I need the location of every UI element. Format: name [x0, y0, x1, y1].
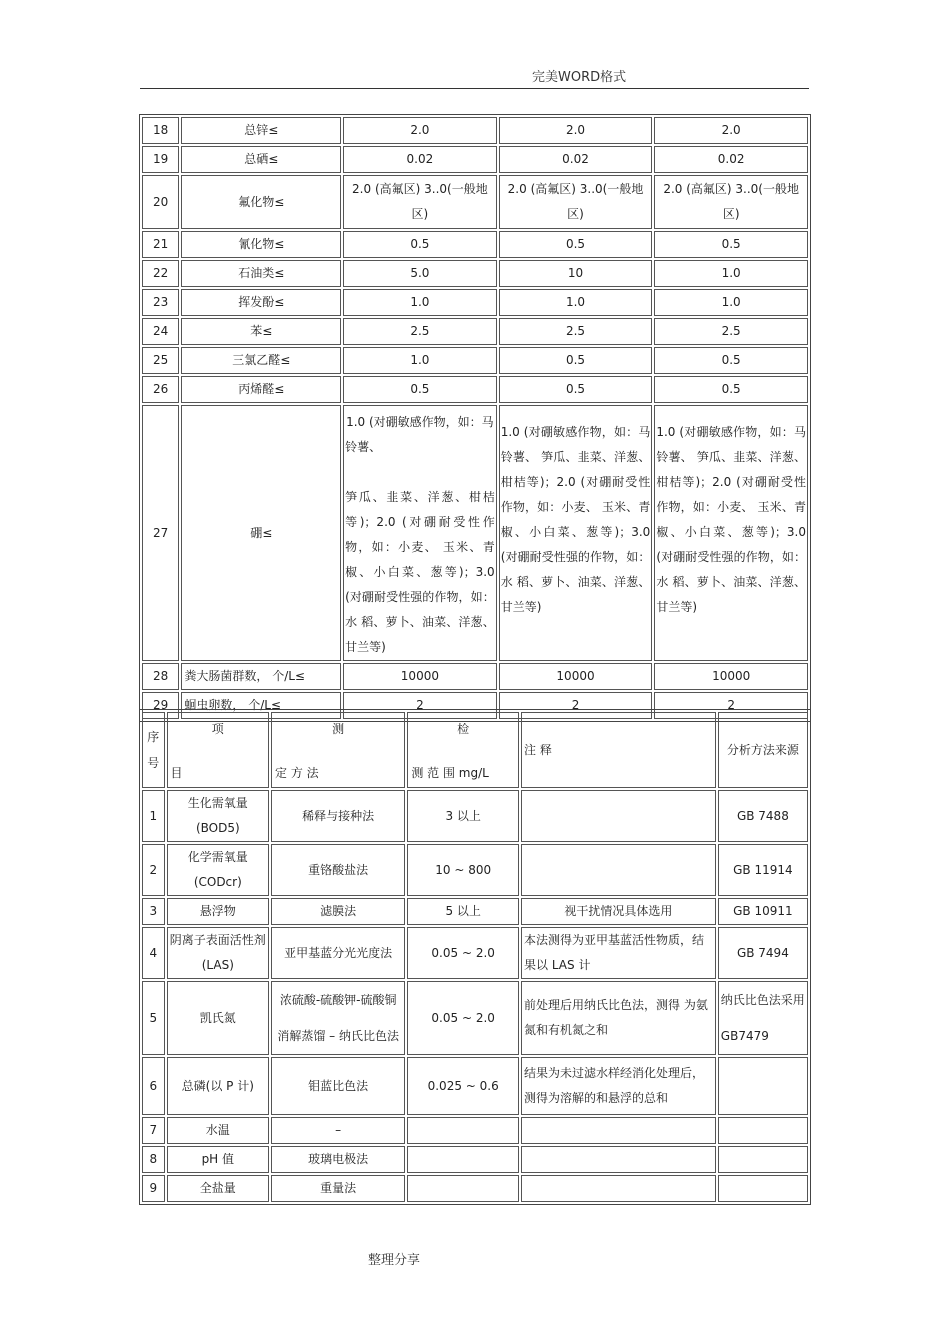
- row-value-2: 1.0: [499, 289, 653, 316]
- header-method-bottom: 定 方 法: [275, 766, 319, 780]
- header-seq-2: 号: [147, 756, 160, 770]
- table-row: [142, 405, 808, 661]
- row-note: [521, 1146, 716, 1173]
- header-range-top: 检: [457, 722, 470, 736]
- row-value-1: 0.5: [343, 231, 497, 258]
- row-item: 蛔虫卵数， 个/L≤: [181, 692, 341, 719]
- row-item: 氰化物≤: [181, 231, 341, 258]
- header-seq: [142, 712, 165, 788]
- row-value-2: 10: [499, 260, 653, 287]
- row-value-2: 0.5: [499, 231, 653, 258]
- row-value-3: 0.5: [654, 347, 808, 374]
- row-number: 8: [142, 1146, 165, 1173]
- row-note: 结果为未过滤水样经消化处理后，测得为溶解的和悬浮的总和: [521, 1057, 716, 1115]
- row-method: 滤膜法: [271, 898, 405, 925]
- row-value-3: 2.0: [654, 117, 808, 144]
- row-value-3: 0.5: [654, 231, 808, 258]
- header-seq-1: 序: [147, 730, 160, 744]
- table-row: [142, 1117, 808, 1144]
- table-row: [142, 289, 808, 316]
- row-value-1: 1.0: [343, 347, 497, 374]
- row-note: 前处理后用纳氏比色法，测得 为氨氮和有机氮之和: [521, 981, 716, 1055]
- row-source: GB 7488: [718, 790, 808, 842]
- row-value-1: 2.0: [343, 117, 497, 144]
- row-number: 27: [142, 405, 179, 661]
- analysis-method-table: [139, 709, 811, 1205]
- page-header: [140, 70, 809, 89]
- row-item: 凯氏氮: [167, 981, 270, 1055]
- row-item: 粪大肠菌群数， 个/L≤: [181, 663, 341, 690]
- row-range: 3 以上: [407, 790, 519, 842]
- row-number: 2: [142, 844, 165, 896]
- row-number: 6: [142, 1057, 165, 1115]
- row-value-3: 1.0: [654, 289, 808, 316]
- row-number: 29: [142, 692, 179, 719]
- table-row: [142, 175, 808, 229]
- table-row: [142, 927, 808, 979]
- table-row: [142, 231, 808, 258]
- header-method: [271, 712, 405, 788]
- table-row: [142, 376, 808, 403]
- row-value-3: 1.0: [654, 260, 808, 287]
- row-source: GB 10911: [718, 898, 808, 925]
- table-row: [142, 347, 808, 374]
- row-item: 丙烯醛≤: [181, 376, 341, 403]
- row-range: [407, 1175, 519, 1202]
- row-range: [407, 1146, 519, 1173]
- row-method: 重铬酸盐法: [271, 844, 405, 896]
- row-value-2: 0.02: [499, 146, 653, 173]
- row-source: [718, 1146, 808, 1173]
- row-item: 悬浮物: [167, 898, 270, 925]
- row-value-1: 1.0: [343, 289, 497, 316]
- row-value-1: 0.02: [343, 146, 497, 173]
- row-number: 4: [142, 927, 165, 979]
- row-value-3: 2: [654, 692, 808, 719]
- row-item: 化学需氧量(CODcr): [167, 844, 270, 896]
- row-item: 总硒≤: [181, 146, 341, 173]
- row-number: 18: [142, 117, 179, 144]
- row-source: [718, 1057, 808, 1115]
- row-source: [718, 1117, 808, 1144]
- table-row: [142, 898, 808, 925]
- table-row: [142, 318, 808, 345]
- row-method: 玻璃电极法: [271, 1146, 405, 1173]
- row-item: 苯≤: [181, 318, 341, 345]
- row-method: 浓硫酸-硫酸钾-硫酸铜消解蒸馏 – 纳氏比色法: [271, 981, 405, 1055]
- row-source: GB 7494: [718, 927, 808, 979]
- row-item: 石油类≤: [181, 260, 341, 287]
- row-number: 26: [142, 376, 179, 403]
- header-source: 分析方法来源: [718, 712, 808, 788]
- row-value-1: 2.0 (高氟区) 3..0(一般地区): [343, 175, 497, 229]
- row-number: 28: [142, 663, 179, 690]
- header-item-bottom: 目: [170, 766, 183, 780]
- table-header-row: [142, 712, 808, 788]
- row-range: [407, 1117, 519, 1144]
- row-value-2: 10000: [499, 663, 653, 690]
- row-value-3: 10000: [654, 663, 808, 690]
- table-row: [142, 663, 808, 690]
- row-item: 总磷(以 P 计): [167, 1057, 270, 1115]
- row-item: 水温: [167, 1117, 270, 1144]
- row-number: 20: [142, 175, 179, 229]
- row-method: –: [271, 1117, 405, 1144]
- row-source: GB 11914: [718, 844, 808, 896]
- header-item-top: 项: [211, 722, 224, 736]
- row-number: 24: [142, 318, 179, 345]
- row-value-2: 2.5: [499, 318, 653, 345]
- row-source: [718, 1175, 808, 1202]
- row-number: 23: [142, 289, 179, 316]
- row-number: 1: [142, 790, 165, 842]
- page-footer: 整理分享: [368, 1253, 421, 1268]
- header-range-bottom: 测 范 围 mg/L: [411, 766, 489, 780]
- row-item: 生化需氧量(BOD5): [167, 790, 270, 842]
- row-range: 0.05 ~ 2.0: [407, 981, 519, 1055]
- row-number: 5: [142, 981, 165, 1055]
- row-method: 稀释与接种法: [271, 790, 405, 842]
- row-value-2: 1.0 (对硼敏感作物，如：马铃薯、 笋瓜、韭菜、洋葱、柑桔等)；2.0 (对硼耐受性作物，如：小麦、 玉米、青椒、小白菜、葱等)；3.0 (对硼耐受性强的作物，如：水 稻、萝卜、油菜、洋葱、甘兰等): [499, 405, 653, 661]
- row-value-3: 0.02: [654, 146, 808, 173]
- row-number: 3: [142, 898, 165, 925]
- row-item: 总锌≤: [181, 117, 341, 144]
- row-value-1: 2: [343, 692, 497, 719]
- row-item: pH 值: [167, 1146, 270, 1173]
- row-range: 10 ~ 800: [407, 844, 519, 896]
- row-number: 9: [142, 1175, 165, 1202]
- row-value-1: 10000: [343, 663, 497, 690]
- row-value-1: 2.5: [343, 318, 497, 345]
- boron-value-1-line2: 笋瓜、韭菜、洋葱、柑桔等)；2.0 (对硼耐受性作物，如：小麦、 玉米、青椒、小白菜、葱等)；3.0 (对硼耐受性强的作物，如：水 稻、萝卜、油菜、洋葱、甘兰等): [345, 490, 495, 654]
- row-value-1: 0.5: [343, 376, 497, 403]
- row-value-1: [343, 405, 497, 661]
- table-row: [142, 981, 808, 1055]
- row-number: 19: [142, 146, 179, 173]
- row-item: 三氯乙醛≤: [181, 347, 341, 374]
- header-method-top: 测: [332, 722, 345, 736]
- row-note: 本法测得为亚甲基蓝活性物质，结果以 LAS 计: [521, 927, 716, 979]
- row-item: 挥发酚≤: [181, 289, 341, 316]
- row-method: 钼蓝比色法: [271, 1057, 405, 1115]
- row-note: [521, 844, 716, 896]
- table-row: [142, 1057, 808, 1115]
- row-number: 25: [142, 347, 179, 374]
- header-range: [407, 712, 519, 788]
- row-value-2: 0.5: [499, 376, 653, 403]
- header-note: 注 释: [521, 712, 716, 788]
- row-range: 0.05 ~ 2.0: [407, 927, 519, 979]
- row-note: [521, 1117, 716, 1144]
- table-row: [142, 1146, 808, 1173]
- table-row: [142, 844, 808, 896]
- row-value-3: 0.5: [654, 376, 808, 403]
- table-row: [142, 790, 808, 842]
- row-range: 5 以上: [407, 898, 519, 925]
- row-item: 硼≤: [181, 405, 341, 661]
- row-number: 7: [142, 1117, 165, 1144]
- row-range: 0.025 ~ 0.6: [407, 1057, 519, 1115]
- row-value-3: 2.5: [654, 318, 808, 345]
- row-item: 氟化物≤: [181, 175, 341, 229]
- row-value-2: 2: [499, 692, 653, 719]
- table-row: [142, 146, 808, 173]
- row-note: [521, 1175, 716, 1202]
- row-value-2: 2.0 (高氟区) 3..0(一般地区): [499, 175, 653, 229]
- boron-value-1-line1: 1.0 (对硼敏感作物，如：马铃薯、: [345, 415, 494, 454]
- header-text: 完美WORD格式: [532, 70, 627, 85]
- row-note: [521, 790, 716, 842]
- header-item: [167, 712, 270, 788]
- row-value-3: 2.0 (高氟区) 3..0(一般地区): [654, 175, 808, 229]
- row-item: 全盐量: [167, 1175, 270, 1202]
- row-value-2: 2.0: [499, 117, 653, 144]
- row-method: 重量法: [271, 1175, 405, 1202]
- table-row: [142, 117, 808, 144]
- row-value-3: 1.0 (对硼敏感作物，如：马铃薯、 笋瓜、韭菜、洋葱、柑桔等)；2.0 (对硼耐受性作物，如：小麦、 玉米、青椒、小白菜、葱等)；3.0 (对硼耐受性强的作物，如：水 稻、萝卜、油菜、洋葱、甘兰等): [654, 405, 808, 661]
- row-method: 亚甲基蓝分光光度法: [271, 927, 405, 979]
- row-item: 阴离子表面活性剂(LAS): [167, 927, 270, 979]
- row-number: 22: [142, 260, 179, 287]
- row-number: 21: [142, 231, 179, 258]
- water-quality-standard-table: [139, 114, 811, 722]
- row-value-2: 0.5: [499, 347, 653, 374]
- row-note: 视干扰情况具体选用: [521, 898, 716, 925]
- table-row: [142, 260, 808, 287]
- row-value-1: 5.0: [343, 260, 497, 287]
- table-row: [142, 1175, 808, 1202]
- row-source: 纳氏比色法采用GB7479: [718, 981, 808, 1055]
